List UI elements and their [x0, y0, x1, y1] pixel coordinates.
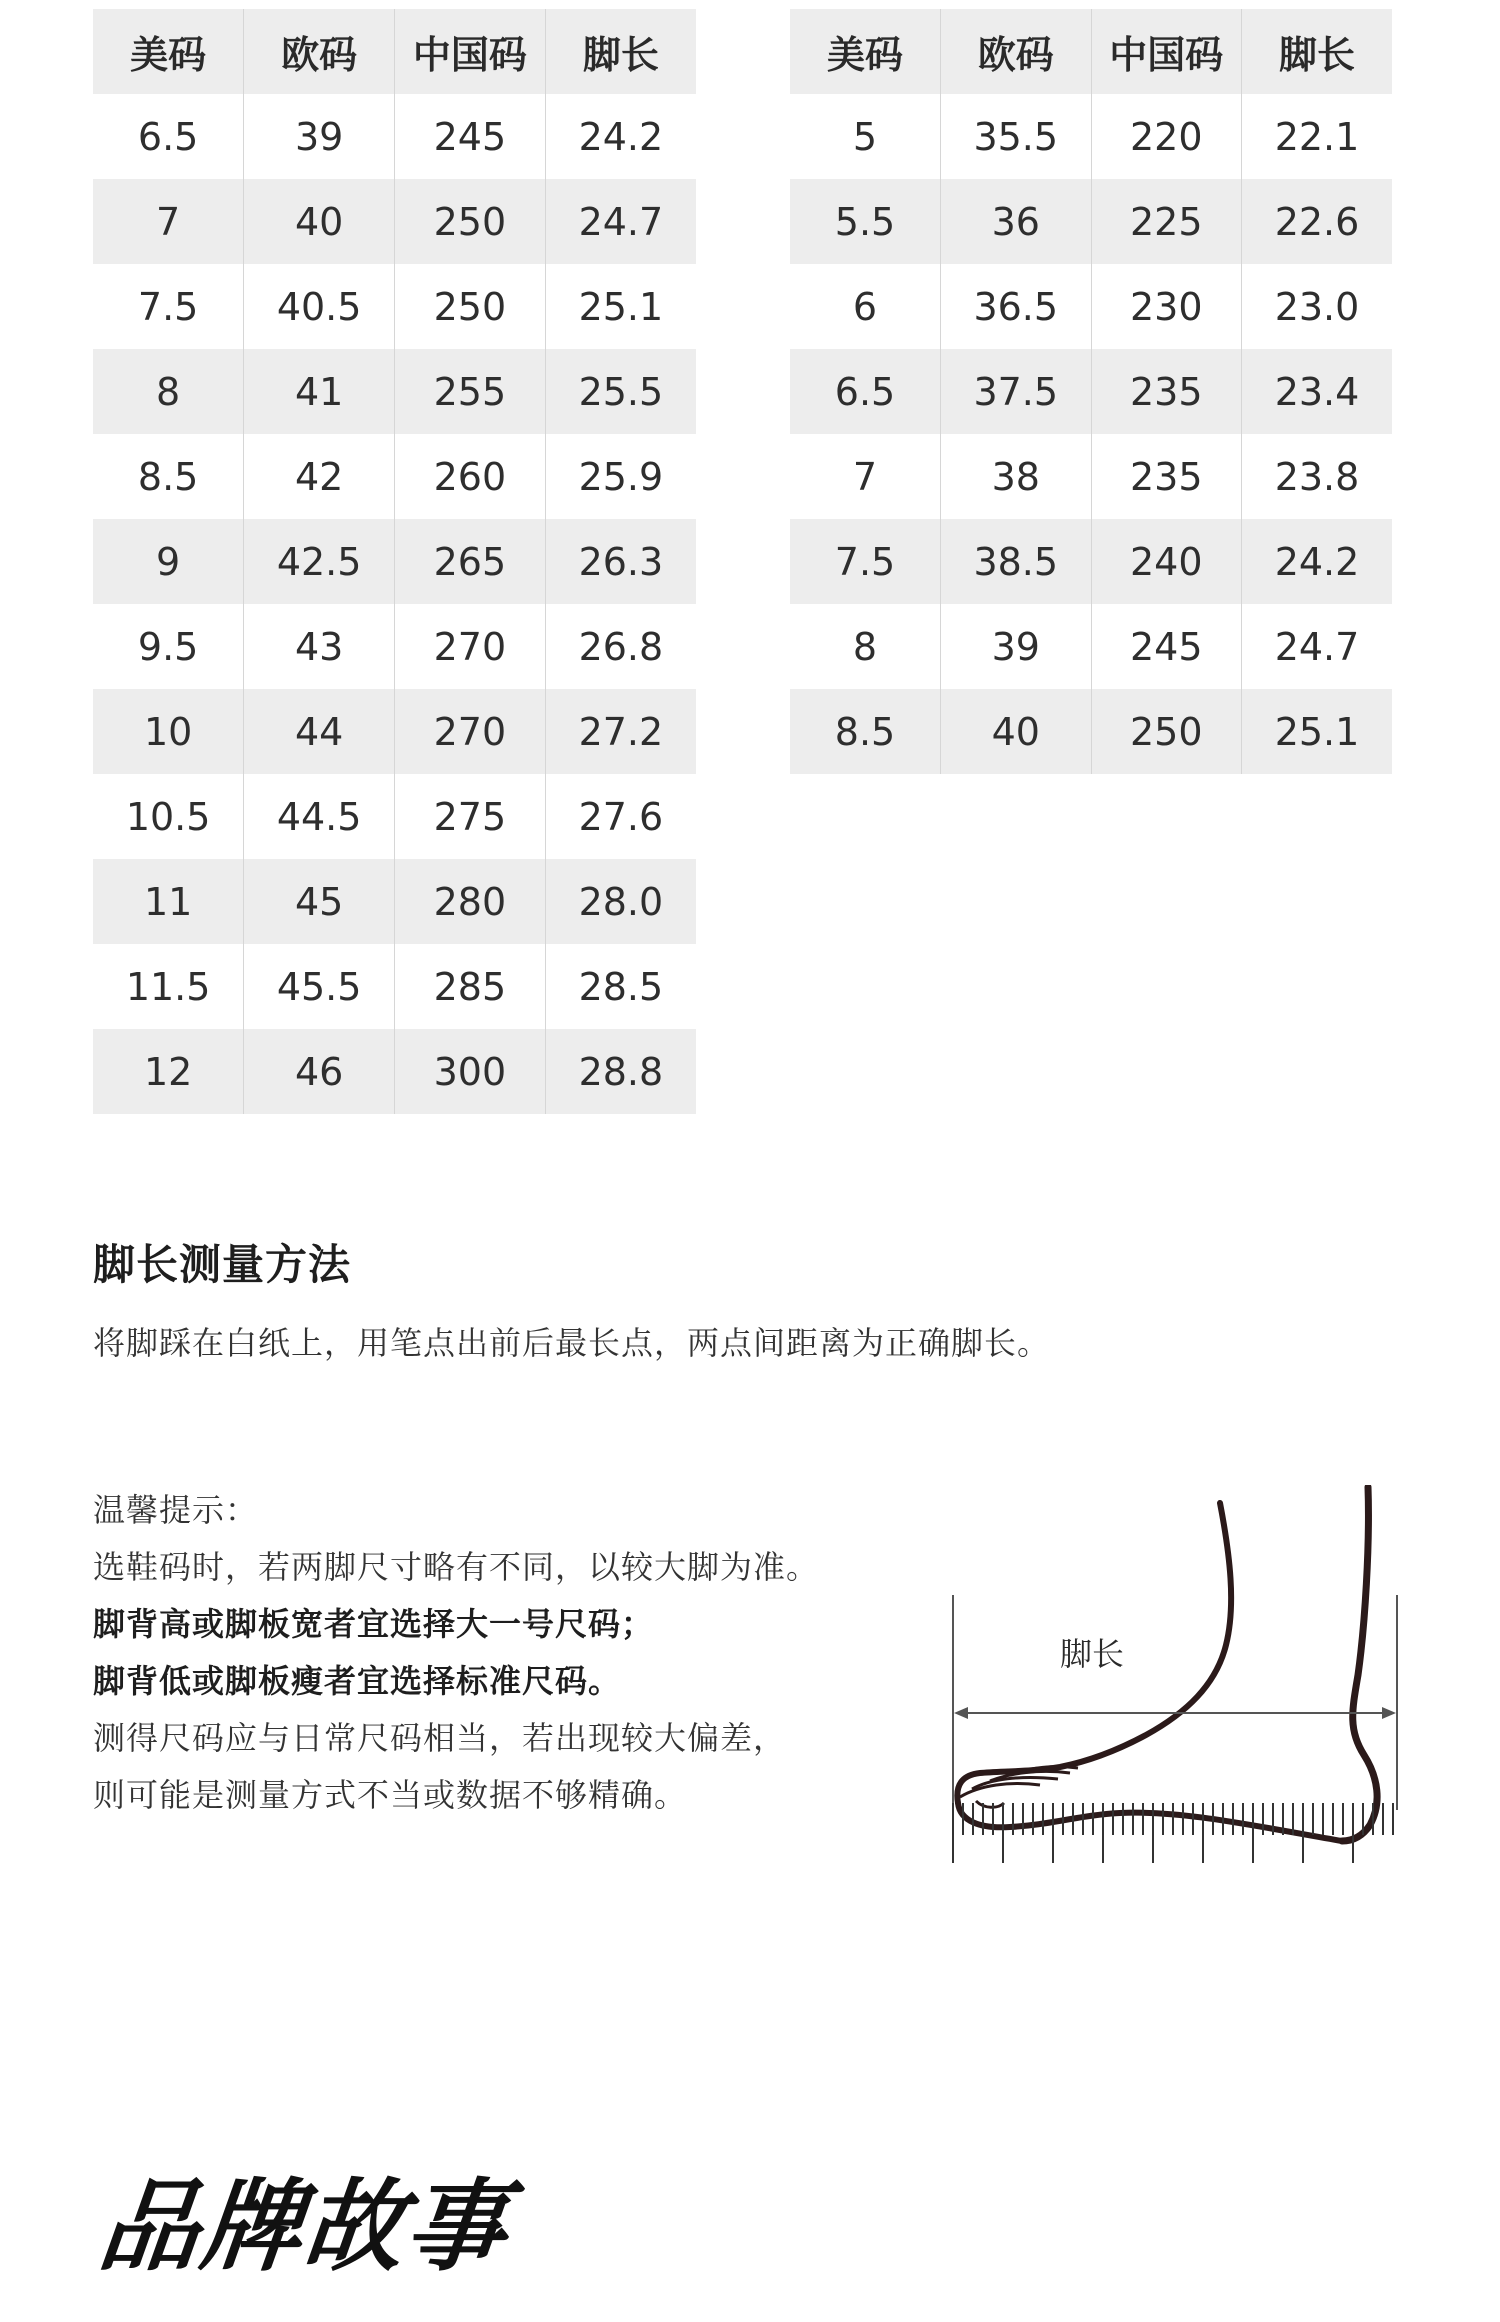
table-cell: 225 — [1091, 179, 1242, 264]
table-cell: 10.5 — [93, 774, 244, 859]
table-row — [93, 434, 696, 519]
table-cell: 22.1 — [1242, 94, 1393, 179]
table-cell: 270 — [395, 604, 546, 689]
table-cell: 235 — [1091, 349, 1242, 434]
column-header: 美码 — [790, 9, 941, 94]
table-cell: 5 — [790, 94, 941, 179]
table-cell: 8.5 — [790, 689, 941, 774]
table-header-row — [790, 9, 1392, 94]
table-cell: 39 — [244, 94, 395, 179]
tips-heading: 温馨提示： — [93, 1491, 259, 1529]
table-cell: 38 — [941, 434, 1092, 519]
brand-story-heading: 品牌故事 — [93, 2168, 514, 2285]
table-cell: 220 — [1091, 94, 1242, 179]
tips-line-4: 测得尺码应与日常尺码相当，若出现较大偏差， — [93, 1719, 787, 1757]
table-cell: 45.5 — [244, 944, 395, 1029]
tips-line-2: 脚背高或脚板宽者宜选择大一号尺码； — [93, 1605, 655, 1643]
table-cell: 12 — [93, 1029, 244, 1114]
men-size-table — [93, 9, 696, 1114]
table-cell: 36 — [941, 179, 1092, 264]
table-cell: 25.1 — [1242, 689, 1393, 774]
table-row — [790, 604, 1392, 689]
table-cell: 23.0 — [1242, 264, 1393, 349]
table-cell: 260 — [395, 434, 546, 519]
table-row — [93, 1029, 696, 1114]
table-cell: 8 — [790, 604, 941, 689]
table-cell: 22.6 — [1242, 179, 1393, 264]
table-cell: 9.5 — [93, 604, 244, 689]
table-row — [790, 264, 1392, 349]
table-cell: 28.0 — [545, 859, 696, 944]
table-cell: 42.5 — [244, 519, 395, 604]
column-header: 美码 — [93, 9, 244, 94]
table-row — [790, 179, 1392, 264]
table-row — [93, 519, 696, 604]
table-cell: 245 — [1091, 604, 1242, 689]
table-cell: 25.1 — [545, 264, 696, 349]
tips-line-1: 选鞋码时，若两脚尺寸略有不同，以较大脚为准。 — [93, 1548, 820, 1586]
table-cell: 44.5 — [244, 774, 395, 859]
table-row — [93, 604, 696, 689]
table-cell: 40 — [941, 689, 1092, 774]
table-cell: 8.5 — [93, 434, 244, 519]
table-cell: 11 — [93, 859, 244, 944]
table-cell: 275 — [395, 774, 546, 859]
women-size-table — [790, 9, 1392, 774]
foot-ruler-diagram-icon — [950, 1485, 1400, 1865]
table-cell: 280 — [395, 859, 546, 944]
table-cell: 23.8 — [1242, 434, 1393, 519]
table-row — [93, 179, 696, 264]
table-cell: 25.9 — [545, 434, 696, 519]
table-cell: 7.5 — [93, 264, 244, 349]
table-row — [93, 94, 696, 179]
column-header: 脚长 — [1242, 9, 1393, 94]
table-cell: 270 — [395, 689, 546, 774]
table-cell: 9 — [93, 519, 244, 604]
table-row — [93, 859, 696, 944]
table-row — [93, 349, 696, 434]
table-cell: 8 — [93, 349, 244, 434]
tips-block — [93, 1482, 953, 1824]
table-cell: 28.8 — [545, 1029, 696, 1114]
table-cell: 6.5 — [93, 94, 244, 179]
table-cell: 37.5 — [941, 349, 1092, 434]
table-row — [790, 689, 1392, 774]
column-header: 中国码 — [1091, 9, 1242, 94]
table-cell: 43 — [244, 604, 395, 689]
column-header: 脚长 — [545, 9, 696, 94]
column-header: 欧码 — [244, 9, 395, 94]
table-row — [93, 944, 696, 1029]
table-cell: 24.2 — [1242, 519, 1393, 604]
table-row — [790, 94, 1392, 179]
table-cell: 27.6 — [545, 774, 696, 859]
table-cell: 24.2 — [545, 94, 696, 179]
table-header-row — [93, 9, 696, 94]
table-cell: 300 — [395, 1029, 546, 1114]
table-cell: 45 — [244, 859, 395, 944]
table-cell: 10 — [93, 689, 244, 774]
table-cell: 46 — [244, 1029, 395, 1114]
table-cell: 7 — [93, 179, 244, 264]
table-cell: 42 — [244, 434, 395, 519]
table-cell: 250 — [1091, 689, 1242, 774]
tips-line-3: 脚背低或脚板瘦者宜选择标准尺码。 — [93, 1662, 622, 1700]
table-cell: 26.8 — [545, 604, 696, 689]
table-cell: 5.5 — [790, 179, 941, 264]
table-cell: 44 — [244, 689, 395, 774]
table-cell: 35.5 — [941, 94, 1092, 179]
measure-method-description: 将脚踩在白纸上，用笔点出前后最长点，两点间距离为正确脚长。 — [93, 1324, 1051, 1362]
table-cell: 230 — [1091, 264, 1242, 349]
table-cell: 6 — [790, 264, 941, 349]
table-cell: 7 — [790, 434, 941, 519]
table-cell: 25.5 — [545, 349, 696, 434]
table-cell: 240 — [1091, 519, 1242, 604]
table-cell: 11.5 — [93, 944, 244, 1029]
table-cell: 250 — [395, 179, 546, 264]
table-cell: 27.2 — [545, 689, 696, 774]
table-cell: 23.4 — [1242, 349, 1393, 434]
table-cell: 255 — [395, 349, 546, 434]
table-cell: 285 — [395, 944, 546, 1029]
table-row — [93, 689, 696, 774]
table-cell: 235 — [1091, 434, 1242, 519]
table-cell: 36.5 — [941, 264, 1092, 349]
table-row — [790, 519, 1392, 604]
table-cell: 41 — [244, 349, 395, 434]
table-row — [790, 434, 1392, 519]
table-cell: 7.5 — [790, 519, 941, 604]
table-row — [93, 264, 696, 349]
table-cell: 24.7 — [1242, 604, 1393, 689]
column-header: 中国码 — [395, 9, 546, 94]
table-cell: 40.5 — [244, 264, 395, 349]
table-cell: 245 — [395, 94, 546, 179]
table-cell: 40 — [244, 179, 395, 264]
table-row — [790, 349, 1392, 434]
foot-length-label: 脚长 — [1060, 1635, 1125, 1673]
table-row — [93, 774, 696, 859]
column-header: 欧码 — [941, 9, 1092, 94]
measure-method-title: 脚长测量方法 — [93, 1240, 352, 1289]
table-cell: 250 — [395, 264, 546, 349]
table-cell: 265 — [395, 519, 546, 604]
table-cell: 26.3 — [545, 519, 696, 604]
table-cell: 39 — [941, 604, 1092, 689]
table-cell: 28.5 — [545, 944, 696, 1029]
table-cell: 38.5 — [941, 519, 1092, 604]
table-cell: 24.7 — [545, 179, 696, 264]
tips-line-5: 则可能是测量方式不当或数据不够精确。 — [93, 1776, 688, 1814]
table-cell: 6.5 — [790, 349, 941, 434]
